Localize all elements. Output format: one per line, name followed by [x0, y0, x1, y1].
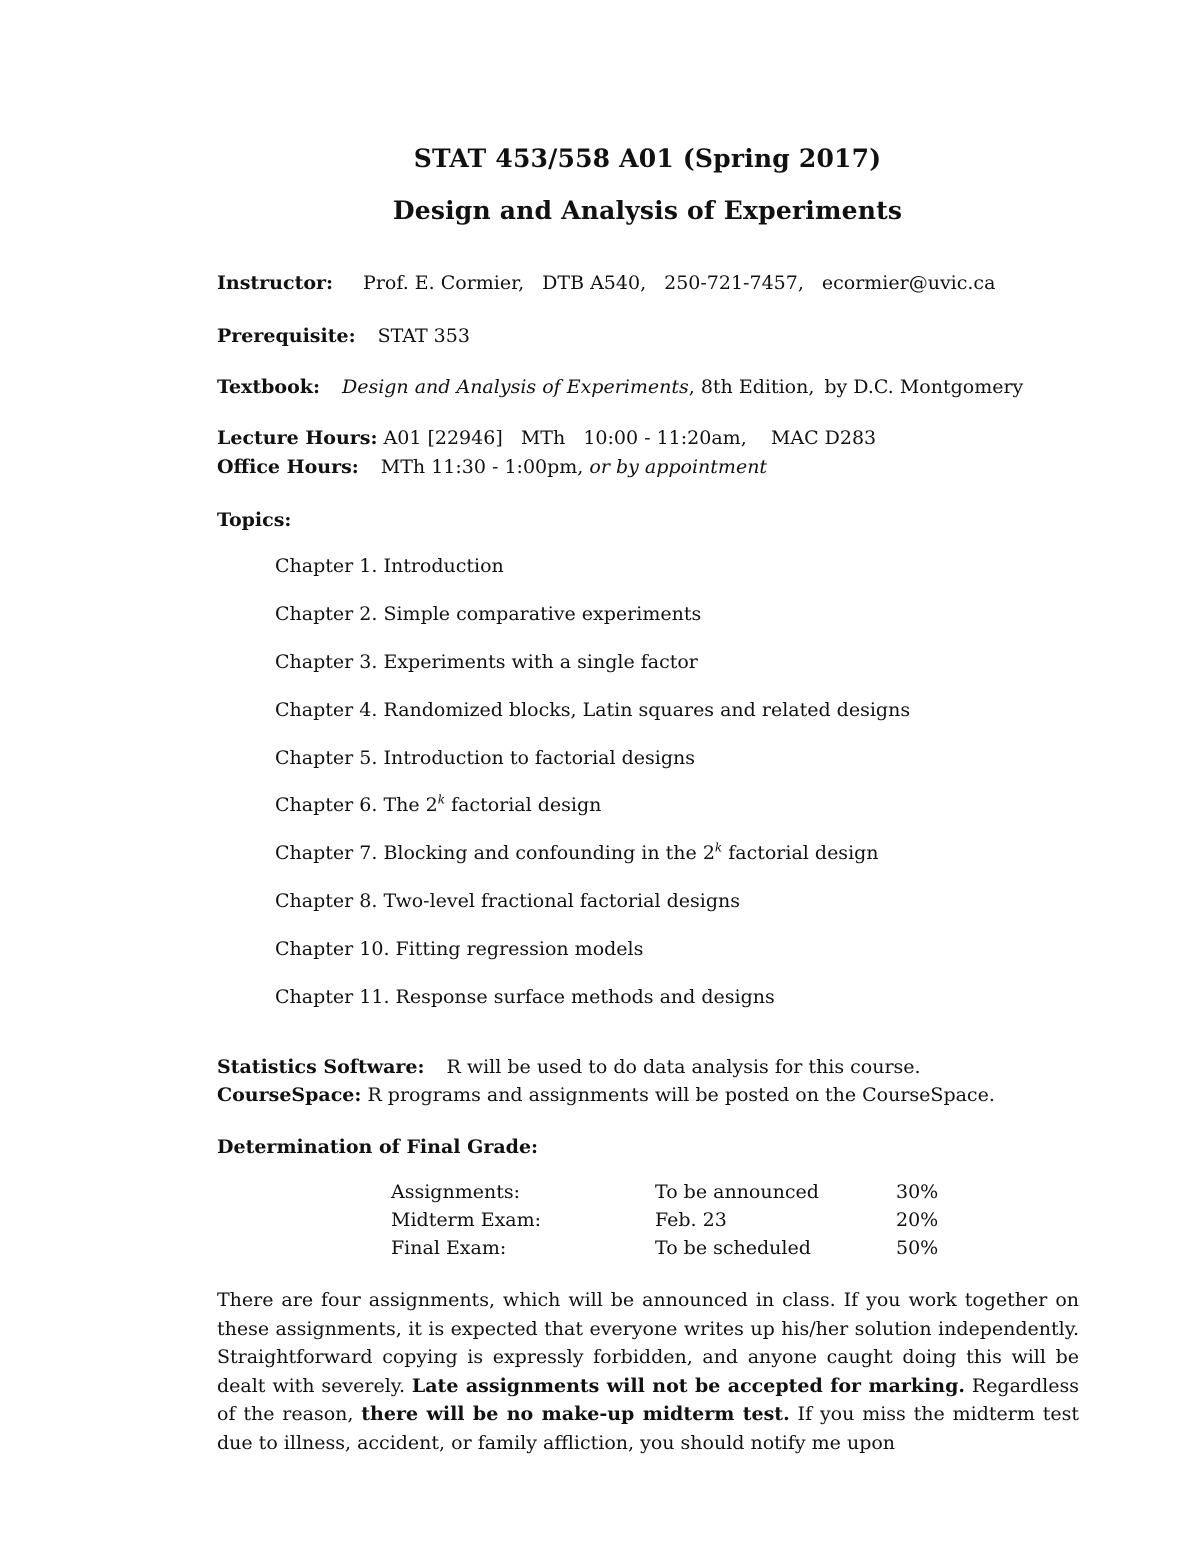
lecture-hours-label: Lecture Hours: [217, 427, 378, 449]
grading-table [391, 1181, 938, 1265]
prerequisite-label: Prerequisite: [217, 325, 356, 347]
topic-item: Chapter 6. The 2$^k$ factorial design [275, 792, 602, 816]
lecture-hours-line [217, 427, 876, 449]
topic-item: Chapter 10. Fitting regression models [275, 938, 644, 960]
topic-item: Chapter 5. Introduction to factorial designs [275, 747, 695, 769]
software-line [217, 1056, 921, 1078]
instructor-line [217, 272, 995, 294]
lecture-hours-value: A01 [22946] MTh 10:00 - 11:20am, MAC D283 [383, 427, 877, 449]
textbook-author: by D.C. Montgomery [824, 376, 1024, 398]
topic-item: Chapter 11. Response surface methods and designs [275, 986, 775, 1008]
software-value: R will be used to do data analysis for this course. [446, 1056, 921, 1078]
office-hours-value: MTh 11:30 - 1:00pm, [380, 456, 584, 478]
coursespace-label: CourseSpace: [217, 1084, 362, 1106]
makeup-policy: there will be no make-up midterm test. [361, 1403, 790, 1425]
instructor-name: Prof. E. Cormier, [363, 272, 525, 294]
table-row: Assignments: To be announced 30% [391, 1181, 939, 1203]
instructor-office: DTB A540, [542, 272, 647, 294]
grading-label: Determination of Final Grade: [217, 1136, 539, 1158]
topic-item: Chapter 8. Two-level fractional factorial designs [275, 890, 740, 912]
policy-paragraph: There are four assignments, which will be announced in class. If you work together on these assignments, it is expected that everyone writes up his/her solution independently. Straightforward copying is expressly forbidden, and anyone caught doing this will be dealt with severely. Late assignments will not be accepted for marking. Regardless of the reason, there will be no make-up midterm test. If you miss the midterm test due to illness, accident, or family affliction, you should notify me upon [217, 1289, 1079, 1454]
coursespace-value: R programs and assignments will be posted on the CourseSpace. [367, 1084, 995, 1106]
course-subtitle: Design and Analysis of Experiments [392, 196, 903, 225]
prerequisite-line [217, 325, 470, 347]
coursespace-line [217, 1084, 995, 1106]
textbook-title: Design and Analysis of Experiments [341, 376, 689, 398]
topic-item: Chapter 2. Simple comparative experiments [275, 603, 702, 625]
textbook-line [217, 376, 1023, 398]
software-label: Statistics Software: [217, 1056, 425, 1078]
instructor-email: ecormier@uvic.ca [821, 272, 996, 294]
office-hours-line [217, 456, 767, 478]
office-hours-note: or by appointment [589, 456, 768, 478]
textbook-edition: , 8th Edition, [688, 376, 815, 398]
topic-item: Chapter 7. Blocking and confounding in the 2$^k$ factorial design [275, 840, 879, 864]
topic-item: Chapter 4. Randomized blocks, Latin squares and related designs [275, 699, 911, 721]
table-row: Final Exam: To be scheduled 50% [391, 1237, 939, 1259]
course-title: STAT 453/558 A01 (Spring 2017) [413, 144, 882, 173]
instructor-label: Instructor: [217, 272, 334, 294]
office-hours-label: Office Hours: [217, 456, 359, 478]
late-policy: Late assignments will not be accepted for marking. [411, 1374, 966, 1397]
topics-label: Topics: [217, 509, 292, 531]
topic-item: Chapter 1. Introduction [275, 555, 504, 577]
table-row: Midterm Exam: Feb. 23 20% [391, 1209, 939, 1231]
instructor-phone: 250-721-7457, [664, 272, 804, 294]
textbook-label: Textbook: [217, 376, 320, 398]
prerequisite-value: STAT 353 [377, 325, 470, 347]
topic-item: Chapter 3. Experiments with a single factor [275, 651, 698, 673]
